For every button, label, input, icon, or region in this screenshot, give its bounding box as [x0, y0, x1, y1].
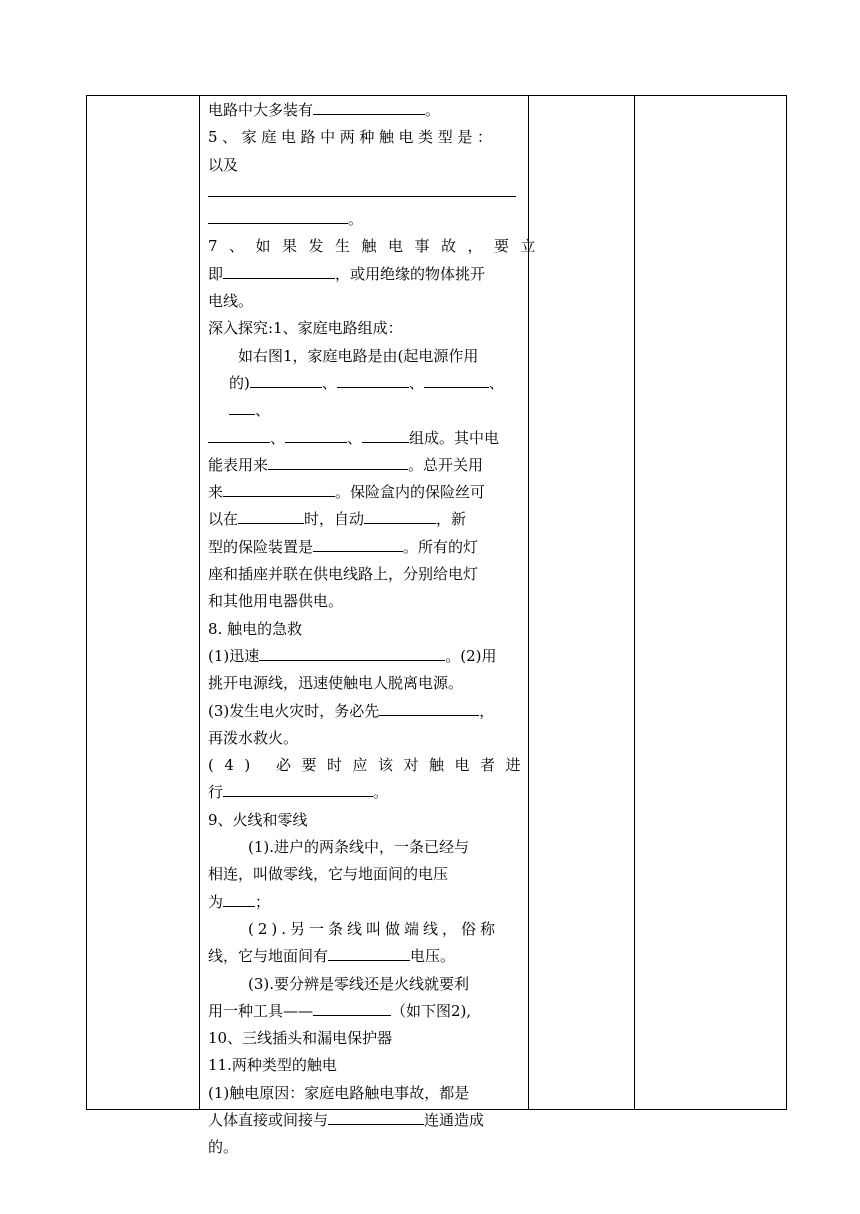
text: 能表用来 — [208, 455, 269, 474]
text: ， — [479, 701, 495, 720]
answer-blank[interactable] — [250, 370, 322, 388]
text: 。 — [373, 783, 389, 802]
text: 用一种工具—— — [208, 1001, 314, 1020]
text-line — [208, 534, 521, 561]
answer-blank[interactable] — [208, 179, 516, 197]
text: 、 — [255, 401, 271, 420]
text-line — [208, 725, 521, 752]
answer-blank[interactable] — [379, 698, 479, 716]
answer-blank[interactable] — [208, 425, 270, 443]
text: 行 — [208, 783, 224, 802]
section-heading: 9、火线和零线 — [208, 810, 308, 829]
text: ，新 — [436, 510, 467, 529]
text-line — [208, 752, 532, 779]
text: 和其他用电器供电。 — [208, 592, 344, 611]
text: 人体直接或间接与 — [208, 1110, 329, 1129]
text: 。保险盒内的保险丝可 — [335, 483, 486, 502]
text-line — [208, 1107, 521, 1134]
text: 电路中大多装有 — [208, 101, 314, 119]
text: 为 — [208, 892, 224, 911]
answer-blank[interactable] — [424, 370, 489, 388]
text: ，或用绝缘的物体挑开 — [335, 264, 486, 283]
text-line — [208, 588, 521, 615]
text: 如右图1，家庭电路是由(起电源作用 — [238, 346, 479, 365]
text: 时，自动 — [304, 510, 365, 529]
answer-blank[interactable] — [337, 370, 409, 388]
text: 、 — [347, 428, 363, 447]
answer-blank[interactable] — [364, 506, 436, 524]
text: 。 — [425, 101, 441, 119]
text: 、 — [408, 373, 424, 392]
text: 。总开关用 — [408, 455, 484, 474]
question-7: 7、如果发生触电事故，要立 — [208, 237, 548, 256]
text-line — [208, 616, 521, 643]
text-line — [208, 889, 521, 916]
text: 线，它与地面间有 — [208, 947, 329, 966]
text: 。(2)用 — [445, 646, 497, 665]
text-line — [208, 397, 521, 424]
section-heading: 8. 触电的急救 — [208, 619, 303, 638]
text: 即 — [208, 264, 224, 283]
text-line — [208, 943, 521, 970]
text-line — [208, 1052, 521, 1079]
text-line — [208, 643, 521, 670]
text-line — [208, 452, 521, 479]
answer-blank[interactable] — [313, 534, 403, 552]
text: 的) — [229, 373, 250, 392]
text: 连通造成 — [424, 1110, 485, 1129]
section-heading: 10、三线插头和漏电保护器 — [208, 1029, 393, 1048]
text-line — [208, 834, 521, 861]
text: ； — [255, 892, 271, 911]
content-column — [208, 97, 548, 1162]
answer-blank[interactable] — [362, 425, 409, 443]
text: (2).另一条线叫做端线，俗称 — [248, 919, 500, 938]
text-line — [208, 971, 521, 998]
answer-blank[interactable] — [313, 998, 391, 1016]
section-heading: 11.两种类型的触电 — [208, 1056, 337, 1075]
text: (1).进户的两条线中，一条已经与 — [248, 838, 470, 857]
text-line — [208, 97, 521, 124]
answer-blank[interactable] — [268, 452, 408, 470]
answer-blank[interactable] — [208, 206, 348, 224]
text: 再泼水救火。 — [208, 728, 299, 747]
answer-blank[interactable] — [223, 889, 255, 907]
text: 、 — [321, 373, 337, 392]
text-line — [208, 1080, 521, 1107]
table-border-right — [786, 95, 787, 1110]
text-line — [208, 479, 521, 506]
answer-blank[interactable] — [285, 425, 347, 443]
answer-blank[interactable] — [328, 1107, 424, 1125]
text-line — [208, 124, 521, 151]
answer-blank[interactable] — [328, 943, 410, 961]
answer-blank[interactable] — [313, 97, 425, 115]
text: 以在 — [208, 510, 239, 529]
text: 、 — [270, 428, 286, 447]
text-line — [208, 261, 521, 288]
text: 来 — [208, 483, 224, 502]
table-border-left — [86, 95, 87, 1110]
text: 。 — [348, 210, 364, 229]
text: (3).要分辨是零线还是火线就要利 — [248, 974, 470, 993]
text: (3)发生电火灾时，务必先 — [208, 701, 380, 720]
answer-blank[interactable] — [229, 397, 255, 415]
text-line — [208, 807, 521, 834]
text: (4) 必要时应该对触电者进 — [208, 756, 532, 775]
text: (1)触电原因：家庭电路触电事故，都是 — [208, 1083, 470, 1102]
text-line — [208, 561, 521, 588]
answer-blank[interactable] — [223, 261, 335, 279]
text: 的。 — [208, 1138, 239, 1157]
text: 相连，叫做零线，它与地面间的电压 — [208, 865, 449, 884]
text-line — [208, 206, 521, 233]
text-line — [208, 343, 521, 370]
text: 以及 — [208, 155, 239, 174]
text-line — [208, 179, 521, 206]
answer-blank[interactable] — [238, 506, 304, 524]
text: 座和插座并联在供电线路上，分别给电灯 — [208, 565, 479, 584]
text-line — [208, 779, 521, 806]
text-line — [208, 916, 521, 943]
text-line — [208, 288, 521, 315]
answer-blank[interactable] — [223, 779, 373, 797]
text-line — [208, 698, 521, 725]
table-border-top — [86, 95, 787, 96]
column-divider-1 — [199, 95, 200, 1110]
text-line — [208, 315, 521, 342]
text: 电线。 — [208, 292, 254, 311]
text-line — [208, 370, 521, 397]
text-line — [208, 670, 521, 697]
text: （如下图2), — [391, 1001, 472, 1020]
text-line — [208, 1025, 521, 1052]
text: 。所有的灯 — [403, 537, 479, 556]
answer-blank[interactable] — [259, 643, 445, 661]
text-line — [208, 506, 521, 533]
answer-blank[interactable] — [223, 479, 335, 497]
text-line — [208, 861, 521, 888]
text-line — [208, 152, 521, 179]
text: 挑开电源线，迅速使触电人脱离电源。 — [208, 674, 464, 693]
question-5: 5、家庭电路中两种触电类型是： — [208, 128, 497, 147]
section-heading: 深入探究:1、家庭电路组成： — [208, 319, 403, 338]
text: 型的保险装置是 — [208, 537, 314, 556]
text-line — [208, 233, 548, 260]
column-divider-3 — [634, 95, 635, 1110]
text-line — [208, 998, 521, 1025]
text-line — [208, 425, 521, 452]
text-line — [208, 1134, 521, 1161]
text: 、 — [488, 373, 504, 392]
text: 电压。 — [410, 947, 456, 966]
text: 组成。其中电 — [409, 428, 500, 447]
text: (1)迅速 — [208, 646, 260, 665]
